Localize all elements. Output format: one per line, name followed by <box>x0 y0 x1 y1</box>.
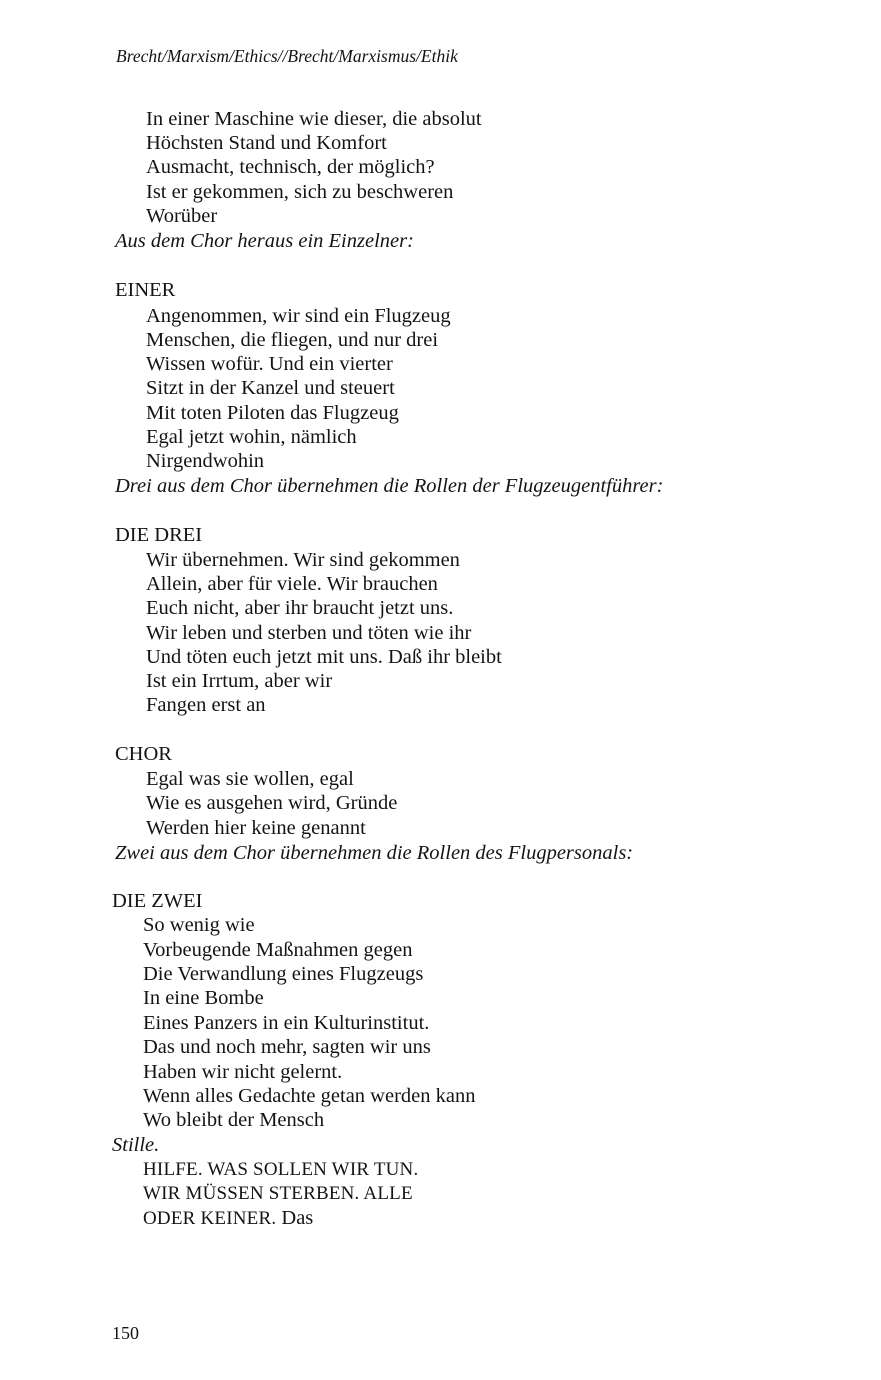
speaker-name: DIE DREI <box>115 524 203 546</box>
verse-line: Wissen wofür. Und ein vierter <box>146 353 393 375</box>
stage-direction: Stille. <box>112 1134 160 1156</box>
speaker-name: CHOR <box>115 743 172 765</box>
verse-line: Egal was sie wollen, egal <box>146 768 354 790</box>
verse-line-caps: HILFE. WAS SOLLEN WIR TUN. <box>143 1159 419 1180</box>
verse-line-caps-mixed <box>143 1206 313 1231</box>
stage-direction: Zwei aus dem Chor übernehmen die Rollen des Flugpersonals: <box>115 842 634 864</box>
verse-line: In eine Bombe <box>143 987 264 1009</box>
verse-line: Euch nicht, aber ihr braucht jetzt uns. <box>146 597 454 619</box>
trailing-word: Das <box>281 1207 314 1229</box>
verse-line: Menschen, die fliegen, und nur drei <box>146 329 439 351</box>
verse-line: Nirgendwohin <box>146 450 265 472</box>
verse-line: Eines Panzers in ein Kulturinstitut. <box>143 1012 430 1034</box>
running-header: Brecht/Marxism/Ethics//Brecht/Marxismus/Ethik <box>116 46 458 66</box>
verse-line: Höchsten Stand und Komfort <box>146 132 387 154</box>
verse-line: Allein, aber für viele. Wir brauchen <box>146 573 438 595</box>
verse-line: In einer Maschine wie dieser, die absolut <box>146 108 482 130</box>
page-number: 150 <box>112 1323 139 1343</box>
verse-line: Ist ein Irrtum, aber wir <box>146 670 333 692</box>
stage-direction: Aus dem Chor heraus ein Einzelner: <box>115 230 414 252</box>
verse-line: Wo bleibt der Mensch <box>143 1109 325 1131</box>
verse-line: Sitzt in der Kanzel und steuert <box>146 377 395 399</box>
verse-line: Werden hier keine genannt <box>146 817 366 839</box>
verse-line: Wir leben und sterben und töten wie ihr <box>146 622 472 644</box>
verse-line: Vorbeugende Maßnahmen gegen <box>143 939 413 961</box>
verse-line: Ist er gekommen, sich zu beschweren <box>146 181 454 203</box>
verse-line: Wie es ausgehen wird, Gründe <box>146 792 398 814</box>
verse-line: Mit toten Piloten das Flugzeug <box>146 402 399 424</box>
verse-line: Egal jetzt wohin, nämlich <box>146 426 357 448</box>
caps-text: ODER KEINER. <box>143 1208 277 1229</box>
verse-line: Ausmacht, technisch, der möglich? <box>146 156 435 178</box>
verse-line: Worüber <box>146 205 218 227</box>
verse-line-caps: WIR MÜSSEN STERBEN. ALLE <box>143 1183 413 1204</box>
verse-line: Fangen erst an <box>146 694 266 716</box>
verse-line: Angenommen, wir sind ein Flugzeug <box>146 305 451 327</box>
verse-line: Haben wir nicht gelernt. <box>143 1061 343 1083</box>
verse-line: Und töten euch jetzt mit uns. Daß ihr bleibt <box>146 646 502 668</box>
verse-line: So wenig wie <box>143 914 255 936</box>
verse-line: Wir übernehmen. Wir sind gekommen <box>146 549 460 571</box>
verse-line: Die Verwandlung eines Flugzeugs <box>143 963 424 985</box>
speaker-name: DIE ZWEI <box>112 890 203 912</box>
verse-line: Das und noch mehr, sagten wir uns <box>143 1036 431 1058</box>
stage-direction: Drei aus dem Chor übernehmen die Rollen der Flugzeugentführer: <box>115 475 664 497</box>
speaker-name: EINER <box>115 279 176 301</box>
verse-line: Wenn alles Gedachte getan werden kann <box>143 1085 476 1107</box>
